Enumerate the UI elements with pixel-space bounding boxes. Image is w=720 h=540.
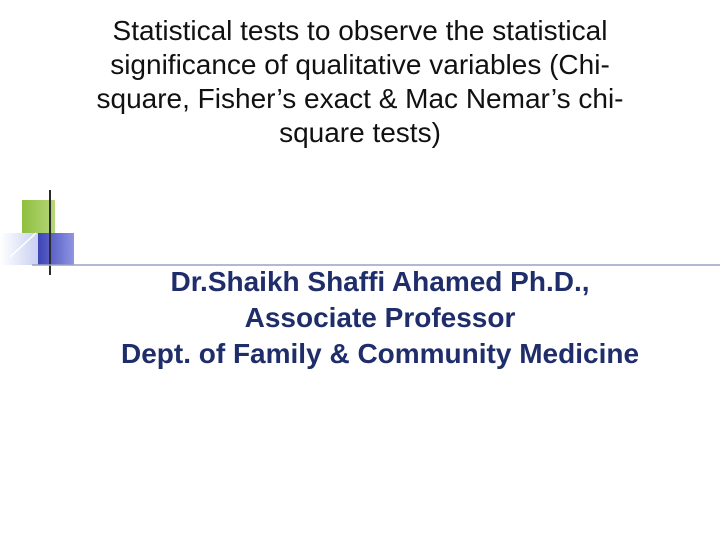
- author-block: [40, 264, 720, 372]
- title-line-4: square tests): [279, 117, 441, 148]
- title-line-2: significance of qualitative variables (Chi-: [110, 49, 610, 80]
- slide-title: [30, 14, 690, 150]
- author-name: Dr.Shaikh Shaffi Ahamed Ph.D.,: [170, 266, 590, 297]
- accent-blue-block: [38, 233, 74, 265]
- title-line-1: Statistical tests to observe the statistical: [112, 15, 608, 46]
- title-line-3: square, Fisher’s exact & Mac Nemar’s chi-: [96, 83, 624, 114]
- author-position: Associate Professor: [244, 302, 516, 333]
- author-department: Dept. of Family & Community Medicine: [120, 338, 640, 369]
